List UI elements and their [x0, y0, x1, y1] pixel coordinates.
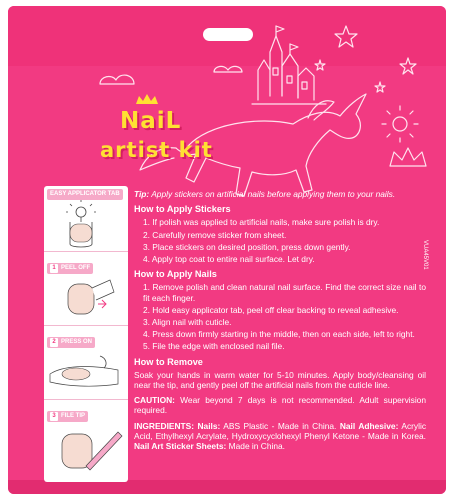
step-label: 3 FILE TIP [47, 411, 88, 422]
list-item: 3. Place stickers on desired position, press down gently. [143, 241, 351, 252]
applicator-tab-icon [48, 200, 124, 250]
instructions-text [128, 186, 430, 482]
list-item: 1. Remove polish and clean natural nail surface. Find the correct size nail to fit each finger. [143, 282, 426, 303]
package-bottom-edge [8, 480, 446, 494]
list-item: 5. File the edge with enclosed nail file. [143, 341, 285, 352]
remove-text: Soak your hands in warm water for 5-10 minutes. Apply body/cleansing oil near the tip, and gently peel off the artificial nails from the cuticle line. [134, 369, 426, 391]
package-back [8, 6, 446, 494]
list-item: 4. Press down firmly starting in the middle, then on each side, left to right. [143, 329, 415, 340]
step-label: EASY APPLICATOR TAB [47, 189, 123, 200]
nails-steps [134, 282, 426, 351]
product-code: VUA45V01 [422, 240, 428, 270]
list-item: 2. Hold easy applicator tab, peel off clear backing to reveal adhesive. [143, 304, 399, 315]
list-item: 1. If polish was applied to artificial nails, make sure polish is dry. [143, 217, 380, 228]
peel-off-icon [48, 274, 124, 324]
title-artist-kit: artist kit [100, 138, 213, 162]
ingredients-text: INGREDIENTS: Nails: ABS Plastic - Made in China. Nail Adhesive: Acrylic Acid, Ethylhexyl Acrylate, Hydroxycyclohexyl Phenyl Ketone - Made in Korea. Nail Art Sticker Sheets: Made in China. [134, 420, 427, 452]
caution-text: CAUTION: Wear beyond 7 days is not recommended. Adult supervision required. [134, 395, 426, 416]
remove-heading: How to Remove [134, 356, 203, 367]
instruction-illustrations [44, 186, 128, 482]
file-tip-icon [48, 422, 124, 478]
nails-heading: How to Apply Nails [134, 269, 217, 280]
step-label: 1 PEEL OFF [47, 263, 93, 274]
step-applicator-tab [44, 186, 128, 252]
title-nail: NaiL [120, 108, 182, 134]
step-label: 2 PRESS ON [47, 337, 95, 348]
stickers-heading: How to Apply Stickers [134, 204, 231, 215]
press-on-icon [48, 348, 124, 398]
step-peel-off [44, 260, 128, 326]
list-item: 2. Carefully remove sticker from sheet. [143, 229, 287, 240]
list-item: 4. Apply top coat to entire nail surface. Let dry. [143, 254, 315, 265]
step-press-on [44, 334, 128, 400]
hang-slot [203, 28, 253, 41]
stickers-steps [134, 217, 426, 264]
step-file-tip [44, 408, 128, 474]
list-item: 3. Align nail with cuticle. [143, 317, 232, 328]
tip-text: Tip: Apply stickers on artificial nails before applying them to your nails. [134, 189, 396, 199]
